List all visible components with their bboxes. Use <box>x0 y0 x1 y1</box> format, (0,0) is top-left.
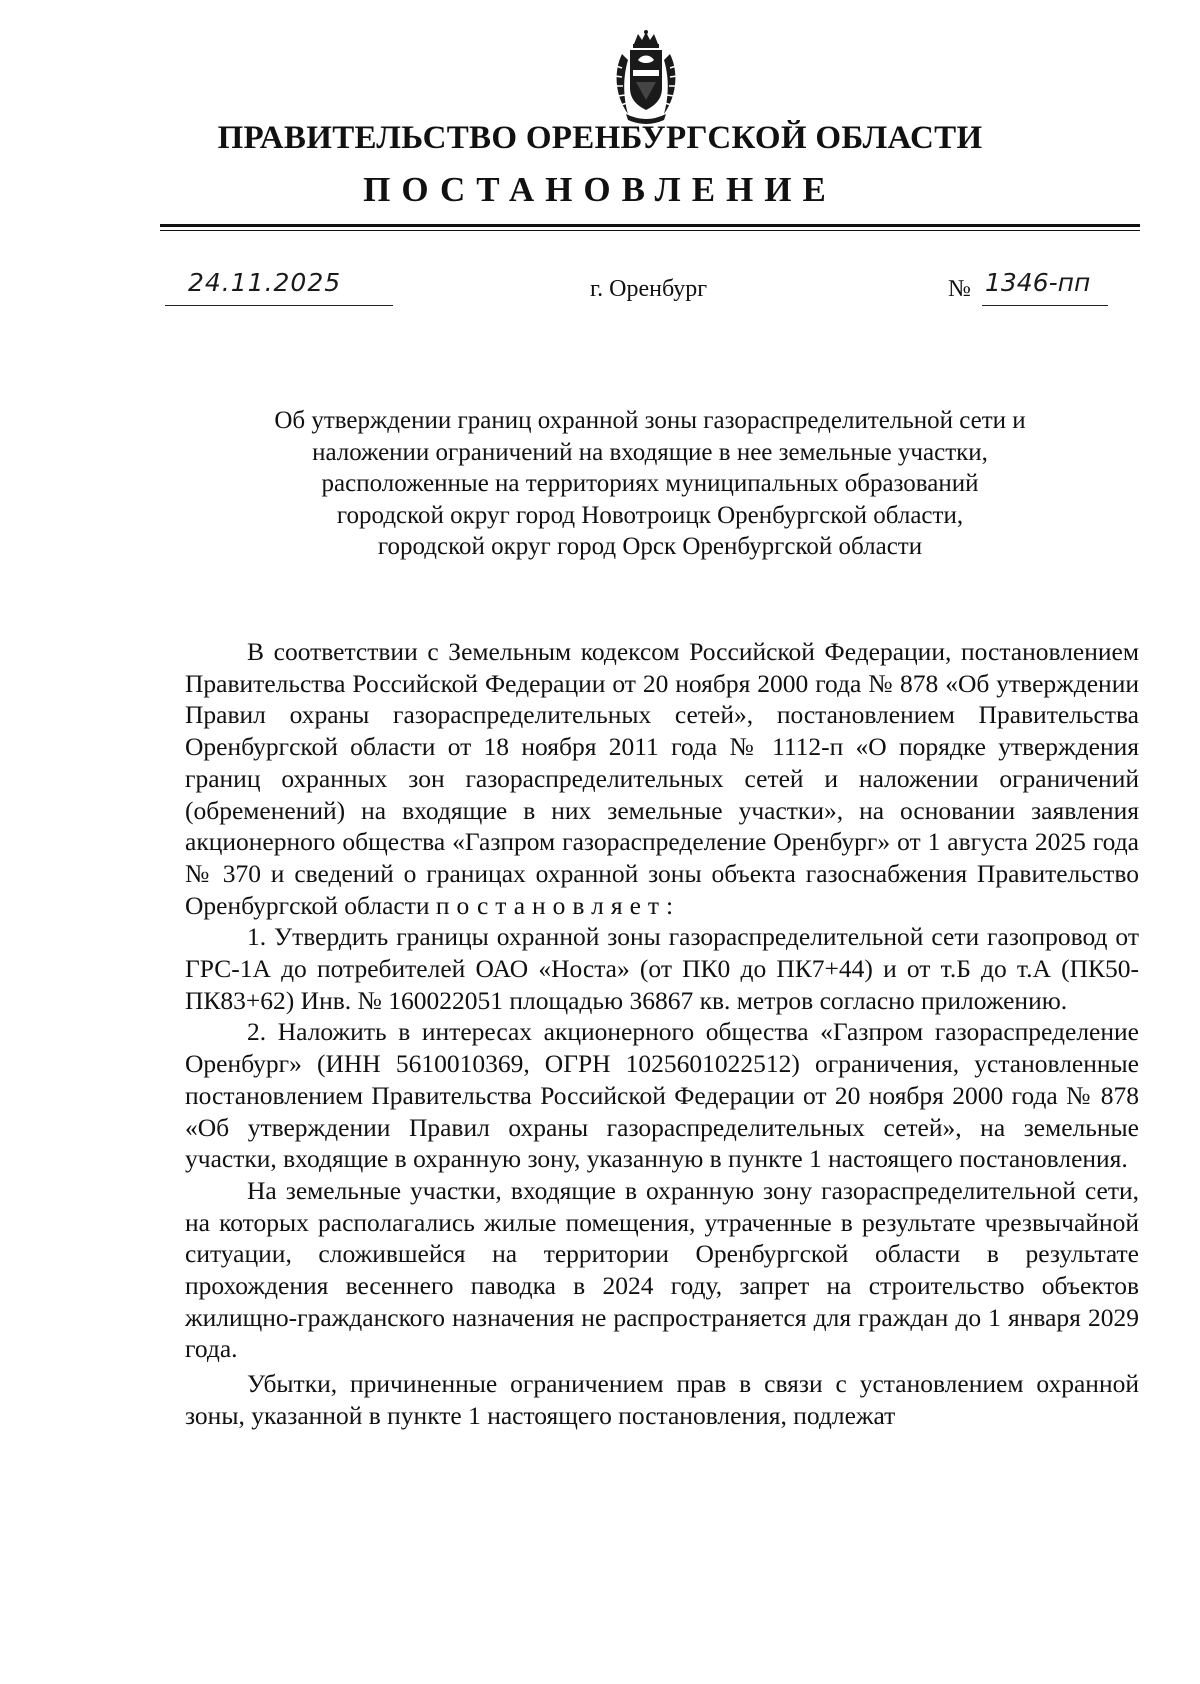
subject-line: Об утверждении границ охранной зоны газораспределительной сети и <box>274 407 1026 434</box>
header-divider-thick <box>160 224 1140 227</box>
item-2-paragraph: 2. Наложить в интересах акционерного общества «Газпром газораспределение Оренбург» (ИНН 5610010369, ОГРН 1025601022512) ограничения, установленные постановлением Правительства Российской Федерации от 20 ноября 2000 года № 878 «Об утверждении Правил охраны газораспределительных сетей», на земельные участки, входящие в охранную зону, указанную в пункте 1 настоящего постановления. <box>185 1017 1139 1174</box>
resolves-word: постановляет: <box>435 890 681 920</box>
preamble-text: В соответствии с Земельным кодексом Российской Федерации, постановлением Правительства Российской Федерации от 20 ноября 2000 года № 878 «Об утверждении Правил охраны газораспределительных сетей», постановлением Правительства Оренбургской области от 18 ноября 2011 года № 1112-п «О порядке утверждения границ охранных зон газораспределительных сетей и наложении ограничений (обременений) на входящие в них земельные участки», на основании заявления акционерного общества «Газпром газораспределение Оренбург» от 1 августа 2025 года № 370 и сведений о границах охранной зоны объекта газоснабжения Правительство Оренбургской области <box>185 637 1139 920</box>
header-divider-thin <box>160 230 1140 231</box>
item-1-paragraph: 1. Утвердить границы охранной зоны газораспределительной сети газопровод от ГРС-1А до потребителей ОАО «Носта» (от ПК0 до ПК7+44) и от т.Б до т.А (ПК50-ПК83+62) Инв. № 160022051 площадью 36867 кв. метров согласно приложению. <box>185 922 1139 1015</box>
document-number: 1346-пп <box>985 268 1091 297</box>
subject-line: расположенные на территориях муниципальных образований <box>321 470 979 497</box>
subject-line: городской округ город Орск Оренбургской области <box>377 533 923 560</box>
document-city: г. Оренбург <box>590 276 708 302</box>
paragraph-damages: Убытки, причиненные ограничением прав в связи с установлением охранной зоны, указанной в пункте 1 настоящего постановления, подлежат <box>185 1369 1139 1430</box>
subject-line: наложении ограничений на входящие в нее земельные участки, <box>312 438 988 466</box>
document-subject <box>150 405 1150 563</box>
document-body <box>185 636 1139 1432</box>
coat-of-arms-icon <box>608 30 684 124</box>
number-label: № <box>948 276 971 302</box>
date-underline <box>165 305 393 306</box>
issuer-title: ПРАВИТЕЛЬСТВО ОРЕНБУРГСКОЙ ОБЛАСТИ <box>217 120 983 156</box>
document-type-title: ПОСТАНОВЛЕНИЕ <box>363 170 837 209</box>
preamble-paragraph <box>185 636 1139 921</box>
paragraph-flood-exemption: На земельные участки, входящие в охранную зону газораспределительной сети, на которых располагались жилые помещения, утраченные в результате чрезвычайной ситуации, сложившейся на территории Оренбургской области в результате прохождения весеннего паводка в 2024 году, запрет на строительство объектов жилищно-гражданского назначения не распространяется для граждан до 1 января 2029 года. <box>185 1175 1139 1364</box>
number-underline <box>982 305 1108 306</box>
document-date: 24.11.2025 <box>188 268 342 297</box>
subject-line: городской округ город Новотроицк Оренбургской области, <box>336 501 964 529</box>
